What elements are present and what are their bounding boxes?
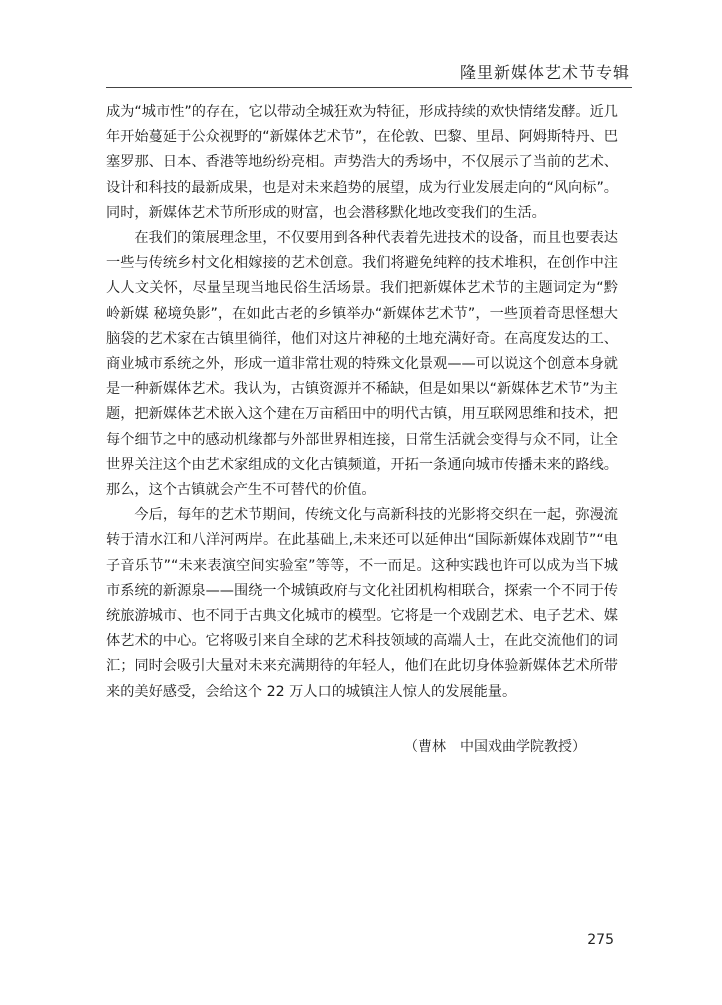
running-header-title: 隆里新媒体艺术节专辑: [459, 63, 630, 82]
paragraph-1: 成为“城市性”的存在，它以带动全城狂欢为特征，形成持续的欢快情绪发酵。近几年开始蔓延于公众视野的“新媒体艺术节”，在伦敦、巴黎、里昂、阿姆斯特丹、巴塞罗那、日本、香港等地纷纷亮相。声势浩大的秀场中，不仅展示了当前的艺术、设计和科技的最新成果，也是对未来趋势的展望，成为行业发展走向的“风向标”。同时，新媒体艺术节所形成的财富，也会潜移默化地改变我们的生活。: [106, 104, 618, 221]
paragraph-3: 今后，每年的艺术节期间，传统文化与高新科技的光影将交织在一起，弥漫流转于清水江和八洋河两岸。在此基础上,未来还可以延伸出“国际新媒体戏剧节”“电子音乐节”“未来表演空间实验室”等等，不一而足。这种实践也许可以成为当下城市系统的新源泉——围绕一个城镇政府与文化社团机构相联合，探索一个不同于传统旅游城市、也不同于古典文化城市的模型。它将是一个戏剧艺术、电子艺术、媒体艺术的中心。它将吸引来自全球的艺术科技领域的高端人士，在此交流他们的词汇；同时会吸引大量对未来充满期待的年轻人，他们在此切身体验新媒体艺术所带来的美好感受，会给这个 22 万人口的城镇注人惊人的发展能量。: [106, 507, 618, 700]
paragraph-2: 在我们的策展理念里，不仅要用到各种代表着先进技术的设备，而且也要表达一些与传统乡村文化相嫁接的艺术创意。我们将避免纯粹的技术堆积，在创作中注人人文关怀，尽量呈现当地民俗生活场景。我们把新媒体艺术节的主题词定为“黔岭新媒 秘境奂影”，在如此古老的乡镇举办“新媒体艺术节”，一些顶着奇思怪想大脑袋的艺术家在古镇里徜徉，他们对这片神秘的土地充满好奇。在高度发达的工、商业城市系统之外，形成一道非常壮观的特殊文化景观——可以说这个创意本身就是一种新媒体艺术。我认为，古镇资源并不稀缺，但是如果以“新媒体艺术节”为主题，把新媒体艺术嵌入这个建在万亩稻田中的明代古镇，用互联网思维和技术，把每个细节之中的感动机缘都与外部世界相连接，日常生活就会变得与众不同，让全世界关注这个由艺术家组成的文化古镇频道，开拓一条通向城市传播未来的路线。那么，这个古镇就会产生不可替代的价值。: [106, 230, 618, 499]
header-rule: [106, 87, 632, 88]
page-number: 275: [587, 932, 614, 948]
author-signature: （曹林 中国戏曲学院教授）: [404, 739, 586, 755]
article-body: [106, 100, 618, 705]
